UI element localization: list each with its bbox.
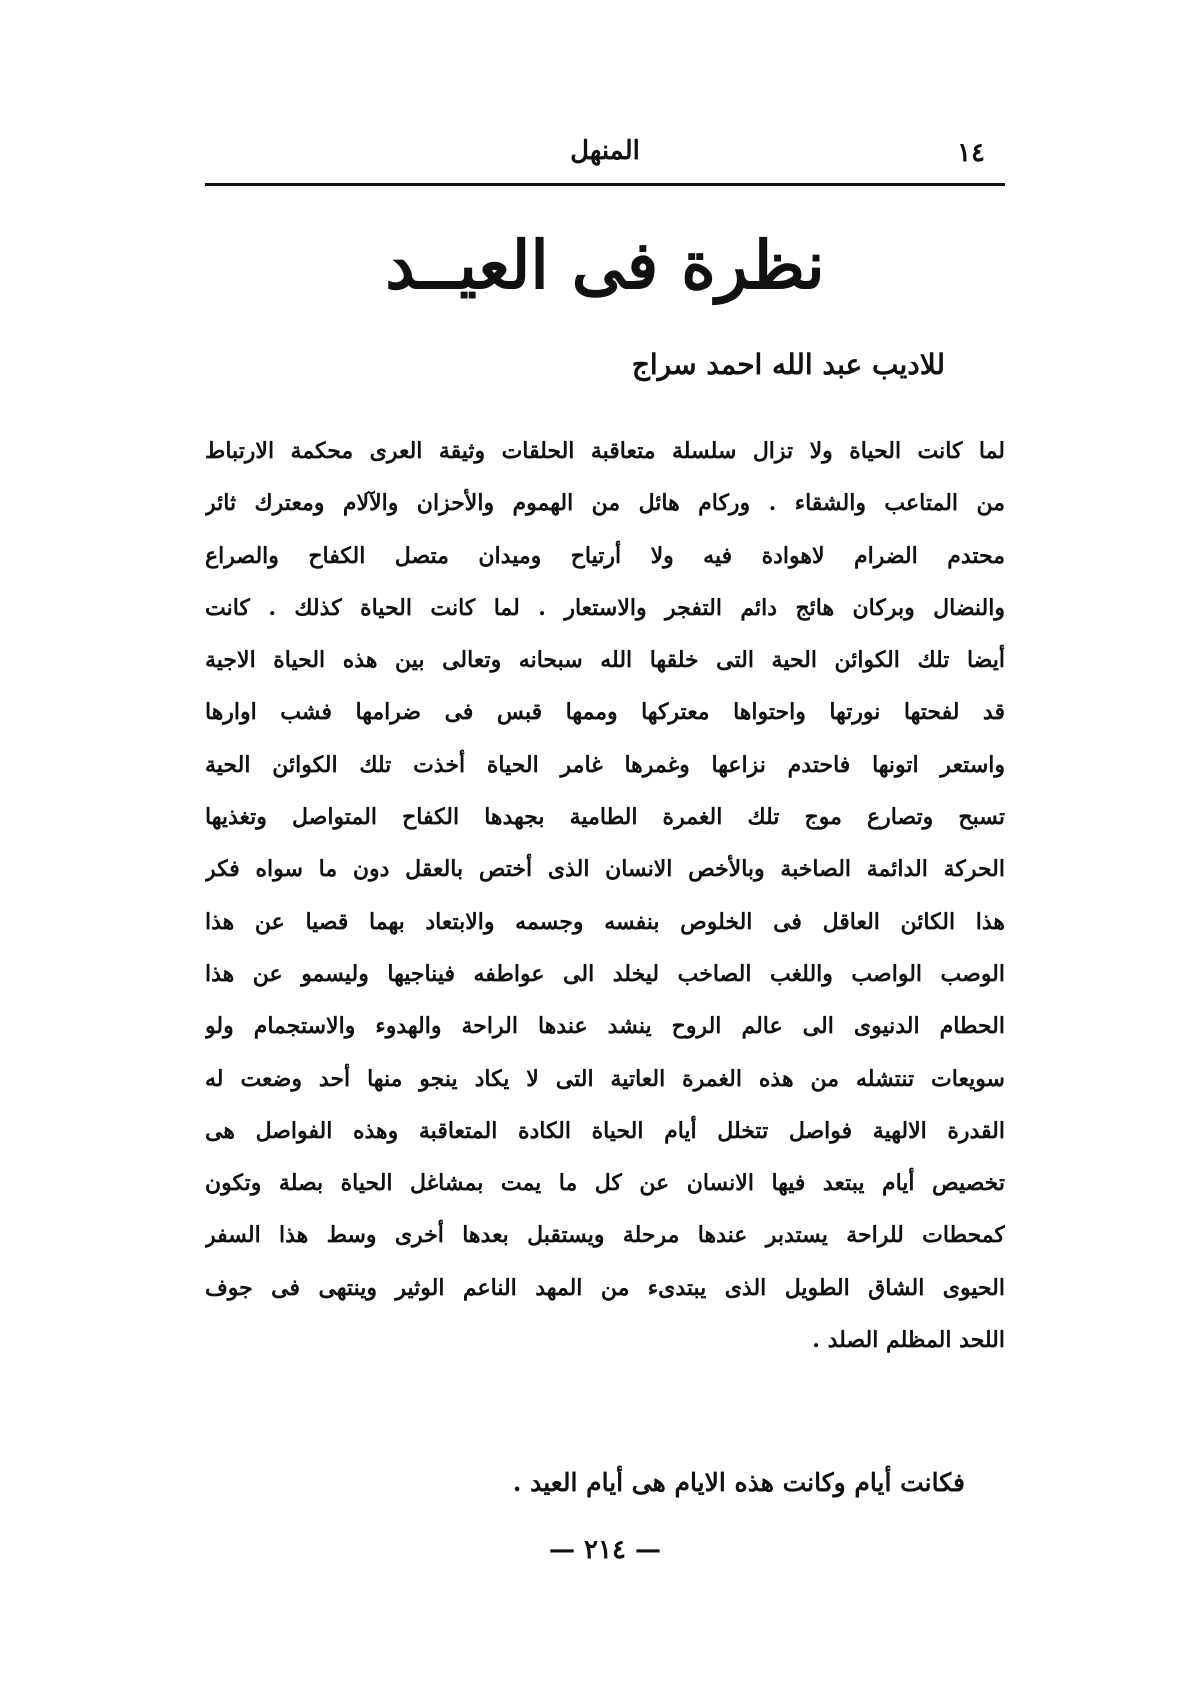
footer-page-number: — ٢١٤ — xyxy=(548,1535,662,1565)
body-line: لما كانت الحياة ولا تزال سلسلة متعاقبة الحلقات وثيقة العرى محكمة الارتباط xyxy=(205,438,1005,464)
header-page-number: ١٤ xyxy=(957,138,985,168)
body-line: قد لفحتها نورتها واحتواها معتركها وممها قبس فى ضرامها فشب اوارها xyxy=(205,699,1005,726)
header-rule xyxy=(205,183,1005,186)
article-body xyxy=(205,425,1005,1366)
article-byline: للاديب عبد الله احمد سراج xyxy=(631,348,945,381)
body-line: الحركة الدائمة الصاخبة وبالأخص الانسان الذى أختص بالعقل دون ما سواه فكر xyxy=(205,856,1005,883)
body-line: والنضال وبركان هائج دائم التفجر والاستعار . لما كانت الحياة كذلك . كانت xyxy=(205,594,1005,621)
body-line: اللحد المظلم الصلد . xyxy=(812,1327,1005,1354)
body-line: أيضا تلك الكوائن الحية التى خلقها الله سبحانه وتعالى بين هذه الحياة الاجية xyxy=(205,647,1005,674)
article-title: نظرة فى العيــد xyxy=(385,226,825,304)
body-line: سويعات تنتشله من هذه الغمرة العاتية التى لا يكاد ينجو منها أحد وضعت له xyxy=(205,1065,1005,1092)
body-line: تخصيص أيام يبتعد فيها الانسان عن كل ما يمت بمشاغل الحياة بصلة وتكون xyxy=(205,1170,1005,1197)
journal-name: المنهل xyxy=(570,136,640,166)
body-line: هذا الكائن العاقل فى الخلوص بنفسه وجسمه والابتعاد بهما قصيا عن هذا xyxy=(205,908,1005,935)
body-line: تسبح وتصارع موج تلك الغمرة الطامية بجهدها الكفاح المتواصل وتغذيها xyxy=(205,804,1005,831)
body-line: الحيوى الشاق الطويل الذى يبتدىء من المهد الناعم الوثير وينتهى فى جوف xyxy=(205,1274,1005,1301)
closing-line: فكانت أيام وكانت هذه الايام هى أيام العيد . xyxy=(512,1468,965,1497)
body-line: من المتاعب والشقاء . وركام هائل من الهموم والأحزان والآلام ومعترك ثائر xyxy=(205,490,1005,517)
body-line: كمحطات للراحة يستدبر عندها مرحلة ويستقبل بعدها أخرى وسط هذا السفر xyxy=(205,1222,1005,1249)
body-line: الوصب الواصب واللغب الصاخب ليخلد الى عواطفه فيناجيها وليسمو عن هذا xyxy=(205,960,1005,987)
body-line: الحطام الدنيوى الى عالم الروح ينشد عندها الراحة والهدوء والاستجمام ولو xyxy=(205,1013,1005,1040)
page-header xyxy=(205,128,1005,178)
body-line: واستعر اتونها فاحتدم نزاعها وغمرها غامر الحياة أخذت تلك الكوائن الحية xyxy=(205,751,1005,778)
body-line: محتدم الضرام لاهوادة فيه ولا أرتياح وميدان متصل الكفاح والصراع xyxy=(205,542,1005,569)
body-line: القدرة الالهية فواصل تتخلل أيام الحياة الكادة المتعاقبة وهذه الفواصل هى xyxy=(205,1117,1005,1144)
